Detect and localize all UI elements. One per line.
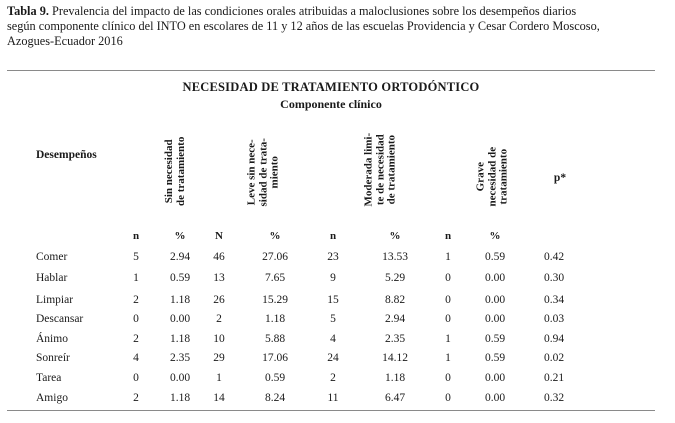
- table-cell: 17.06: [262, 352, 288, 364]
- row-label: Ánimo: [36, 333, 68, 345]
- group-header-line: necesidad de: [485, 146, 498, 206]
- table-cell: 0.59: [484, 352, 506, 364]
- table-cell: 1: [445, 352, 451, 364]
- table-cell: 2: [133, 333, 139, 345]
- table-cell: 13: [213, 272, 225, 284]
- table-cell: 0.03: [543, 313, 565, 325]
- table-cell: 26: [213, 294, 225, 306]
- row-label: Tarea: [36, 372, 62, 384]
- table-cell: 0.00: [169, 313, 191, 325]
- sub-header: n: [132, 230, 140, 242]
- table-cell: 7.65: [264, 272, 286, 284]
- group-header-1: [164, 137, 187, 206]
- table-cell: 0.02: [543, 352, 565, 364]
- group-header-line: te de necesidad: [373, 133, 386, 205]
- table-cell: 13.53: [382, 251, 408, 263]
- row-label: Sonreír: [36, 352, 70, 364]
- table-cell: 0: [133, 313, 139, 325]
- table-cell: 1: [133, 272, 139, 284]
- row-label: Hablar: [36, 272, 68, 284]
- table-cell: 1.18: [169, 392, 191, 404]
- table-cell: 0.59: [484, 333, 506, 345]
- table-cell: 2: [133, 294, 139, 306]
- table-cell: 27.06: [262, 251, 288, 263]
- table-cell: 2: [216, 313, 222, 325]
- sub-header: %: [389, 230, 401, 242]
- caption-line-1: Prevalencia del impacto de las condiciones orales atribuidas a maloclusiones sobre los desempeños diarios: [48, 4, 577, 18]
- table-cell: 15: [327, 294, 339, 306]
- table-cell: 0.00: [484, 272, 506, 284]
- table-cell: 0.00: [484, 392, 506, 404]
- top-rule: [7, 70, 655, 71]
- row-label: Comer: [36, 251, 68, 263]
- group-header-3: [363, 132, 398, 206]
- table-cell: 29: [213, 352, 225, 364]
- table-cell: 1: [445, 251, 451, 263]
- table-cell: 23: [327, 251, 339, 263]
- group-header-line: Grave: [474, 161, 486, 191]
- table-cell: 6.47: [384, 392, 406, 404]
- caption-line-3: Azogues-Ecuador 2016: [7, 34, 123, 48]
- table-cell: 0: [445, 372, 451, 384]
- table-cell: 9: [330, 272, 336, 284]
- table-cell: 0.00: [484, 294, 506, 306]
- table-cell: 5: [330, 313, 336, 325]
- table-cell: 0.59: [169, 272, 191, 284]
- table-cell: 4: [330, 333, 336, 345]
- group-header-line: sidad de trata-: [256, 137, 269, 206]
- sub-header: N: [215, 230, 223, 242]
- table-cell: 0.59: [264, 372, 286, 384]
- table-cell: 2.94: [384, 313, 406, 325]
- table-cell: 14: [213, 392, 225, 404]
- group-header-line: miento: [268, 155, 280, 188]
- sub-header: %: [489, 230, 501, 242]
- table-cell: 0: [445, 272, 451, 284]
- table-cell: 0: [445, 294, 451, 306]
- table-cell: 0.59: [484, 251, 506, 263]
- table-cell: 1.18: [384, 372, 406, 384]
- sub-header: %: [269, 230, 281, 242]
- group-header-2: [246, 138, 281, 206]
- caption-line-2: según componente clínico del INTO en escolares de 11 y 12 años de las escuelas Providencia y Cesar Cordero Moscoso,: [7, 19, 600, 33]
- sub-header: n: [444, 230, 452, 242]
- table-cell: 5.88: [264, 333, 286, 345]
- table-subtitle: Componente clínico: [280, 97, 382, 111]
- table-cell: 2.35: [169, 352, 191, 364]
- table-cell: 1: [445, 333, 451, 345]
- group-header-line: Leve sin nece-: [245, 138, 257, 205]
- table-cell: 0.34: [543, 294, 565, 306]
- table-cell: 5.29: [384, 272, 406, 284]
- group-header-line: de tratamiento: [385, 134, 397, 204]
- table-cell: 1.18: [264, 313, 286, 325]
- group-header-line: Moderada limi-: [362, 132, 374, 206]
- table-cell: 46: [213, 251, 225, 263]
- sub-header: n: [329, 230, 337, 242]
- table-cell: 0.00: [169, 372, 191, 384]
- table-cell: 0: [445, 313, 451, 325]
- table-cell: 24: [327, 352, 339, 364]
- table-cell: 4: [133, 352, 139, 364]
- table-cell: 0: [445, 392, 451, 404]
- table-cell: 14.12: [382, 352, 408, 364]
- sub-header: %: [174, 230, 186, 242]
- group-header-line: de tratamiento: [174, 136, 187, 206]
- table-cell: 10: [213, 333, 225, 345]
- table-cell: 0.21: [543, 372, 565, 384]
- row-label: Amigo: [36, 392, 68, 404]
- group-header-4: [475, 146, 510, 206]
- table-caption: [7, 4, 669, 49]
- table-cell: 2: [330, 372, 336, 384]
- group-header-line: Sin necesidad: [163, 139, 175, 204]
- table-title: NECESIDAD DE TRATAMIENTO ORTODÓNTICO: [182, 80, 480, 94]
- table-cell: 1: [216, 372, 222, 384]
- table-cell: 1.18: [169, 333, 191, 345]
- table-cell: 0.30: [543, 272, 565, 284]
- group-header-line: tratamiento: [497, 148, 509, 204]
- p-value-header: p*: [553, 172, 567, 184]
- table-cell: 0.32: [543, 392, 565, 404]
- table-cell: 8.82: [384, 294, 406, 306]
- table-cell: 2.35: [384, 333, 406, 345]
- table-cell: 15.29: [262, 294, 288, 306]
- row-label: Limpiar: [36, 294, 74, 306]
- table-cell: 2: [133, 392, 139, 404]
- row-label: Descansar: [36, 313, 84, 325]
- caption-table-label: Tabla 9.: [7, 4, 49, 18]
- table-cell: 11: [327, 392, 339, 404]
- table-cell: 5: [133, 251, 139, 263]
- row-header: Desempeños: [36, 149, 97, 161]
- table-cell: 2.94: [169, 251, 191, 263]
- table-cell: 0.94: [543, 333, 565, 345]
- table-cell: 0.42: [543, 251, 565, 263]
- table-cell: 1.18: [169, 294, 191, 306]
- table-cell: 0: [133, 372, 139, 384]
- table-cell: 0.00: [484, 313, 506, 325]
- bottom-rule: [7, 410, 655, 411]
- table-cell: 8.24: [264, 392, 286, 404]
- table-cell: 0.00: [484, 372, 506, 384]
